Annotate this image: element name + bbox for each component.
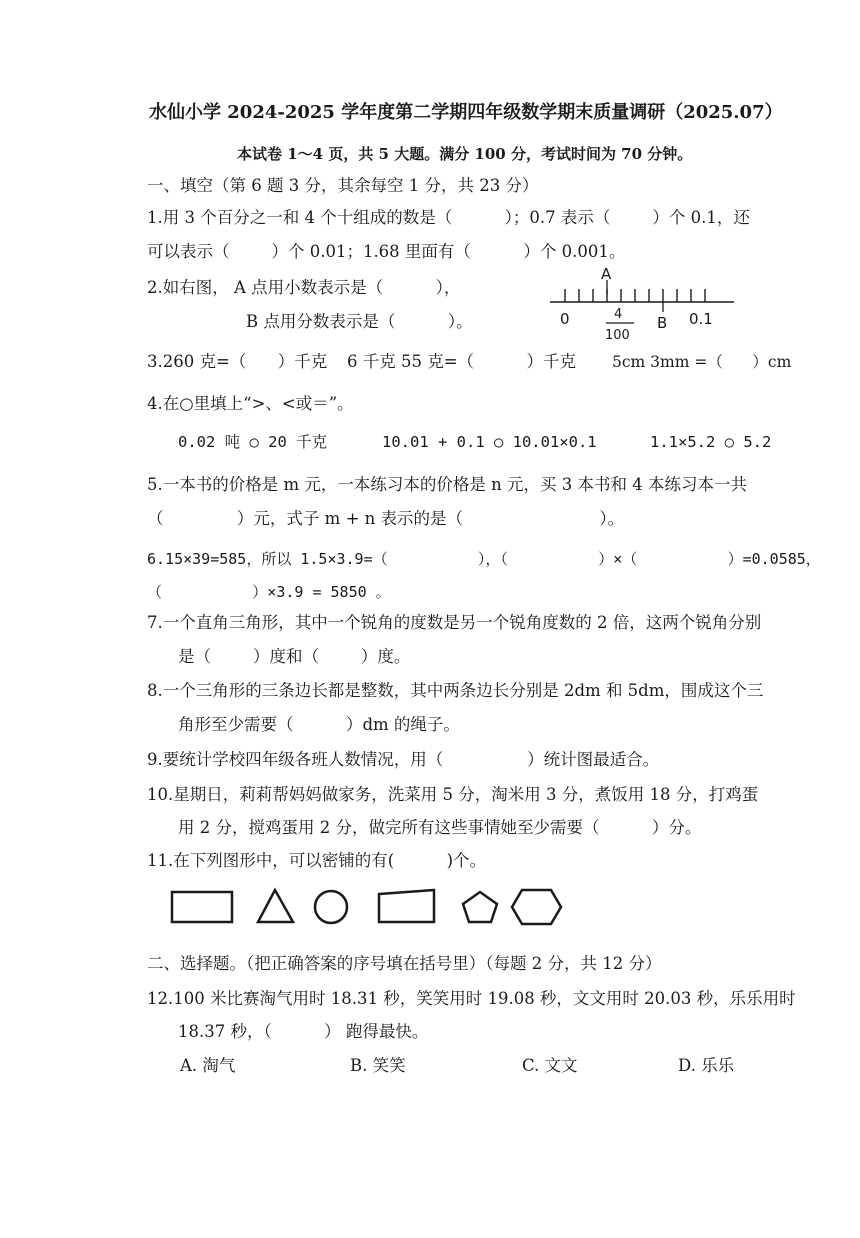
q12-option-a: A. 淘气 <box>180 1056 236 1075</box>
q4-item-1: 0.02 吨 ○ 20 千克 <box>178 433 328 451</box>
section1-heading: 一、填空（第 6 题 3 分，其余每空 1 分，共 23 分） <box>147 176 539 195</box>
tenth-label: 0.1 <box>689 310 713 328</box>
q11-line1: 11.在下列图形中，可以密铺的有( )个。 <box>147 851 487 870</box>
q12-option-b: B. 笑笑 <box>350 1056 406 1075</box>
q2-line1: 2.如右图， A 点用小数表示是（ ）， <box>147 278 461 297</box>
triangle-icon <box>258 890 293 922</box>
exam-title: 水仙小学 2024-2025 学年度第二学期四年级数学期末质量调研（2025.07） <box>149 102 783 123</box>
point-b-label: B <box>657 314 668 332</box>
q4-prompt: 4.在○里填上“>、<或＝”。 <box>147 394 354 413</box>
fraction-numerator: 4 <box>614 307 623 322</box>
q1-line1: 1.用 3 个百分之一和 4 个十组成的数是（ ）；0.7 表示（ ）个 0.1，还 <box>147 208 750 227</box>
q8-line1: 8.一个三角形的三条边长都是整数，其中两条边长分别是 2dm 和 5dm，围成这个三 <box>147 681 764 700</box>
section2-heading: 二、选择题。（把正确答案的序号填在括号里）（每题 2 分，共 12 分） <box>147 954 662 973</box>
pentagon-icon <box>463 892 497 922</box>
rectangle-icon <box>172 892 232 922</box>
q3-part1: 3.260 克=（ ）千克 <box>147 352 328 371</box>
q6-line2: （ ）×3.9 = 5850 。 <box>147 583 391 601</box>
number-line-ticks <box>565 289 705 302</box>
q6-line1: 6.15×39=585，所以 1.5×3.9=（ ），（ ）×（ ）=0.0585， <box>147 550 821 568</box>
zero-label: 0 <box>560 310 570 328</box>
q10-line1: 10.星期日，莉莉帮妈妈做家务，洗菜用 5 分，淘米用 3 分，煮饭用 18 分，打鸡蛋 <box>147 785 759 804</box>
q12-option-d: D. 乐乐 <box>678 1056 735 1075</box>
exam-instructions: 本试卷 1～4 页，共 5 大题。满分 100 分，考试时间为 70 分钟。 <box>237 145 693 163</box>
q12-line1: 12.100 米比赛淘气用时 18.31 秒，笑笑用时 19.08 秒，文文用时 20.03 秒，乐乐用时 <box>147 989 796 1008</box>
q12-option-c: C. 文文 <box>522 1056 578 1075</box>
q7-line1: 7.一个直角三角形，其中一个锐角的度数是另一个锐角度数的 2 倍，这两个锐角分别 <box>147 613 762 632</box>
q7-line2: 是（ ）度和（ ）度。 <box>178 647 411 666</box>
fraction-denominator: 100 <box>605 328 630 343</box>
q8-line2: 角形至少需要（ ）dm 的绳子。 <box>178 715 460 734</box>
q2-line2: B 点用分数表示是（ ）。 <box>246 312 473 331</box>
q1-line2: 可以表示（ ）个 0.01；1.68 里面有（ ）个 0.001。 <box>147 242 626 261</box>
q4-item-2: 10.01 + 0.1 ○ 10.01×0.1 <box>382 433 597 451</box>
number-line-figure <box>548 262 738 342</box>
trapezoid-icon <box>379 890 434 922</box>
q10-line2: 用 2 分，搅鸡蛋用 2 分，做完所有这些事情她至少需要（ ）分。 <box>178 818 702 837</box>
q3-part3: 5cm 3mm =（ ）cm <box>612 353 792 371</box>
q5-line2: （ ）元，式子 m + n 表示的是（ ）。 <box>147 509 625 528</box>
q9-line1: 9.要统计学校四年级各班人数情况，用（ ）统计图最适合。 <box>147 750 660 769</box>
circle-icon <box>315 891 347 923</box>
q5-line1: 5.一本书的价格是 m 元，一本练习本的价格是 n 元，买 3 本书和 4 本练习本一共 <box>147 475 747 494</box>
point-a-label: A <box>601 265 612 283</box>
shapes-row <box>168 884 578 932</box>
q4-item-3: 1.1×5.2 ○ 5.2 <box>650 433 772 451</box>
q3-part2: 6 千克 55 克=（ ）千克 <box>347 352 577 371</box>
hexagon-icon <box>512 890 561 924</box>
q12-line2: 18.37 秒，（ ） 跑得最快。 <box>178 1022 429 1041</box>
